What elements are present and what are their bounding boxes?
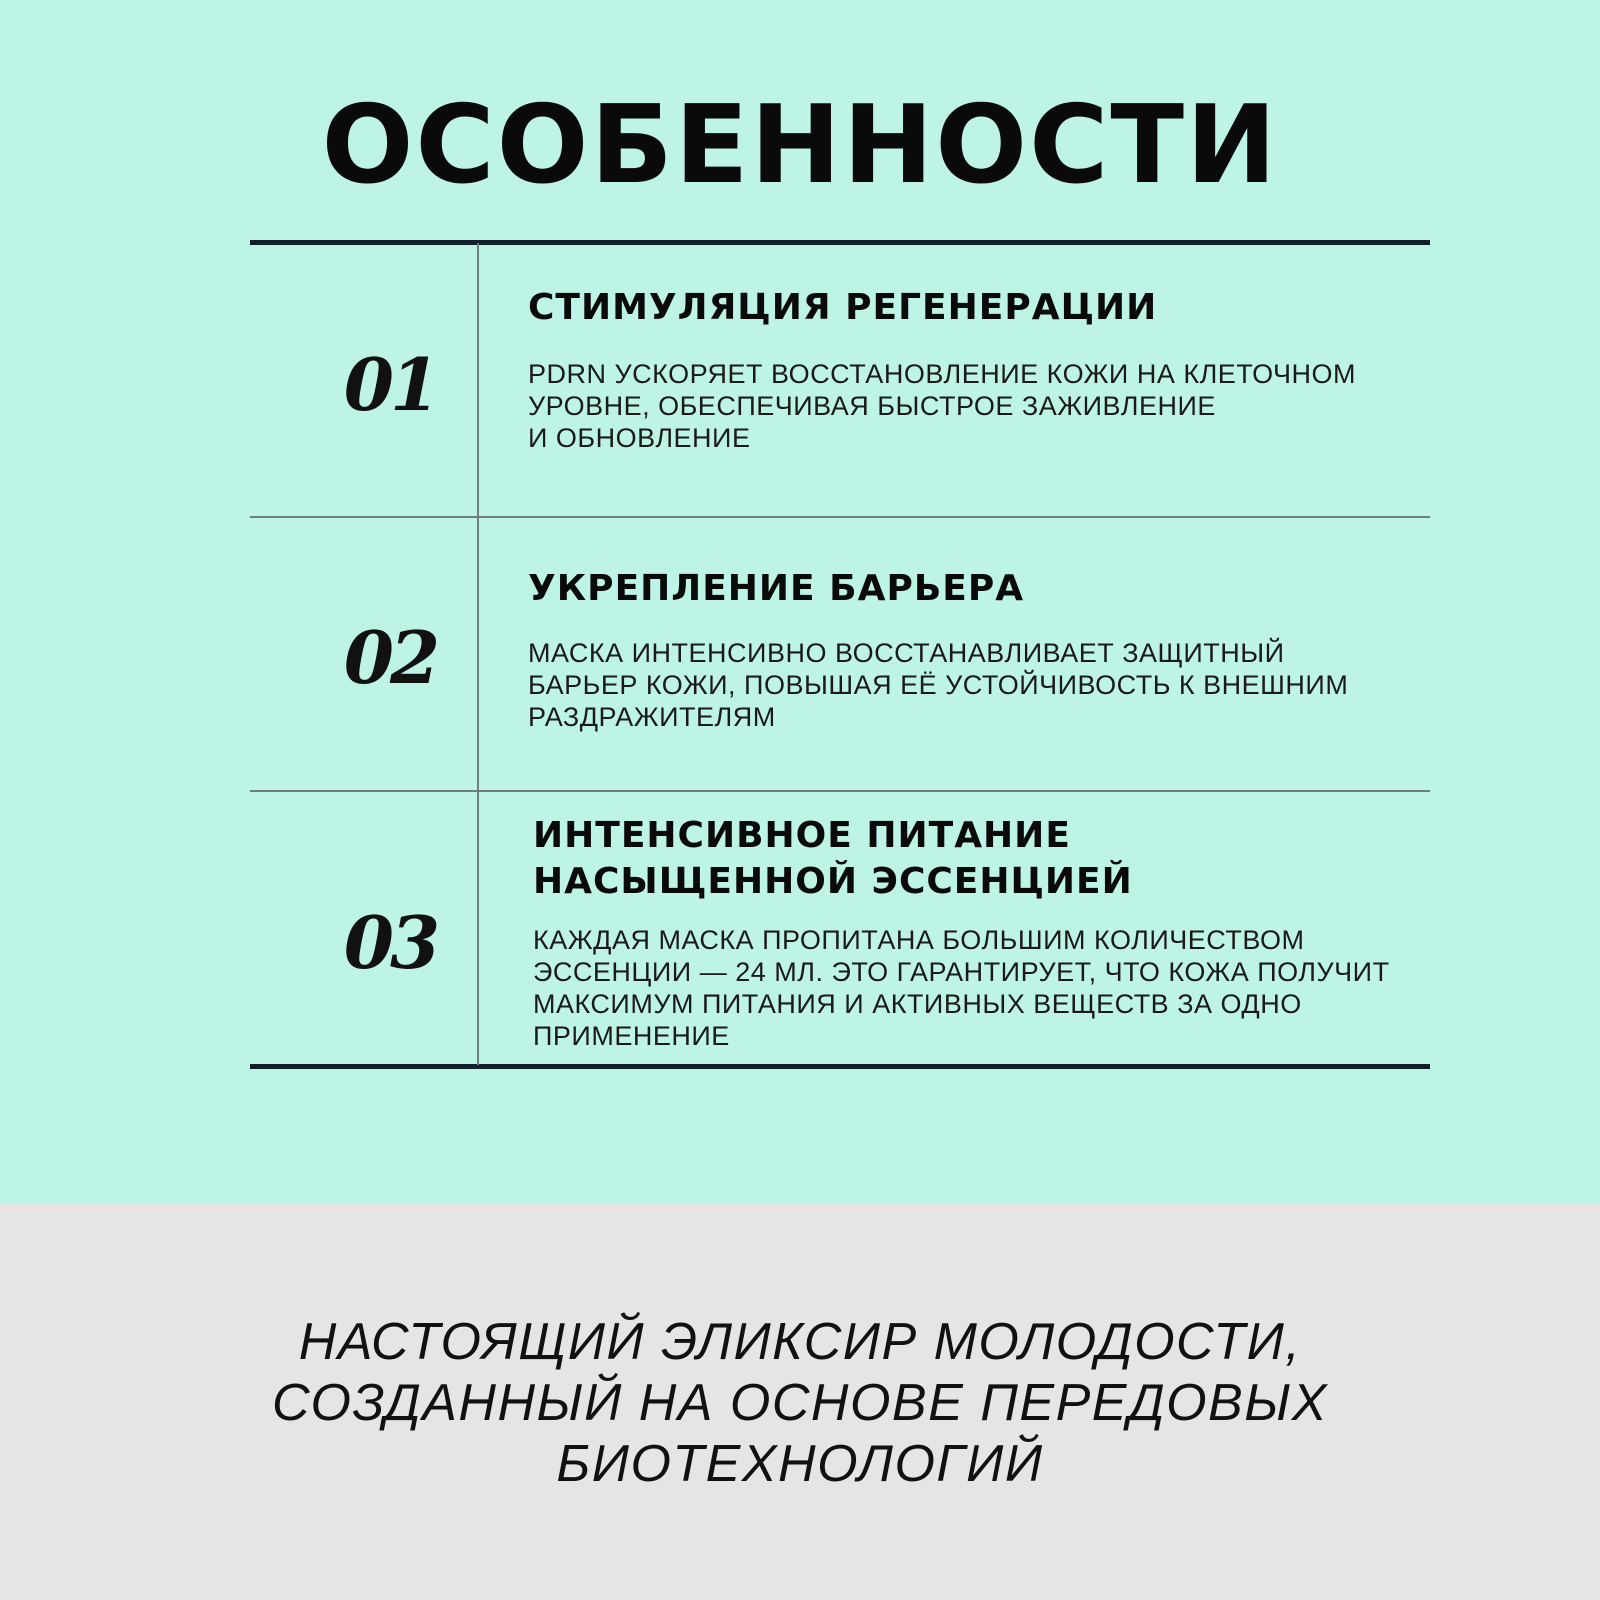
feature-description: PDRN УСКОРЯЕТ ВОССТАНОВЛЕНИЕ КОЖИ НА КЛЕТОЧНОМ УРОВНЕ, ОБЕСПЕЧИВАЯ БЫСТРОЕ ЗАЖИВЛЕНИЕ И ОБНОВЛЕНИЕ bbox=[528, 359, 1356, 453]
row-divider bbox=[250, 516, 1430, 518]
table-bottom-border bbox=[250, 1064, 1430, 1069]
page-title: ОСОБЕННОСТИ bbox=[321, 83, 1279, 208]
feature-heading: УКРЕПЛЕНИЕ БАРЬЕРА bbox=[528, 568, 1025, 609]
row-divider bbox=[250, 790, 1430, 792]
slogan-text: НАСТОЯЩИЙ ЭЛИКСИР МОЛОДОСТИ, СОЗДАННЫЙ НА ОСНОВЕ ПЕРЕДОВЫХ БИОТЕХНОЛОГИЙ bbox=[272, 1313, 1328, 1493]
table-top-border bbox=[250, 240, 1430, 245]
feature-heading: ИНТЕНСИВНОЕ ПИТАНИЕ НАСЫЩЕННОЙ ЭССЕНЦИЕЙ bbox=[533, 815, 1133, 902]
column-divider bbox=[477, 243, 479, 1065]
feature-number: 03 bbox=[343, 900, 437, 985]
feature-heading: СТИМУЛЯЦИЯ РЕГЕНЕРАЦИИ bbox=[528, 287, 1158, 328]
feature-description: МАСКА ИНТЕНСИВНО ВОССТАНАВЛИВАЕТ ЗАЩИТНЫЙ БАРЬЕР КОЖИ, ПОВЫШАЯ ЕЁ УСТОЙЧИВОСТЬ К ВНЕШНИМ РАЗДРАЖИТЕЛЯМ bbox=[528, 638, 1349, 732]
feature-number: 02 bbox=[343, 615, 437, 700]
feature-description: КАЖДАЯ МАСКА ПРОПИТАНА БОЛЬШИМ КОЛИЧЕСТВОМ ЭССЕНЦИИ — 24 МЛ. ЭТО ГАРАНТИРУЕТ, ЧТО КОЖА ПОЛУЧИТ МАКСИМУМ ПИТАНИЯ И АКТИВНЫХ ВЕЩЕСТВ ЗА ОДНО ПРИМЕНЕНИЕ bbox=[533, 925, 1390, 1051]
feature-number: 01 bbox=[343, 342, 437, 427]
